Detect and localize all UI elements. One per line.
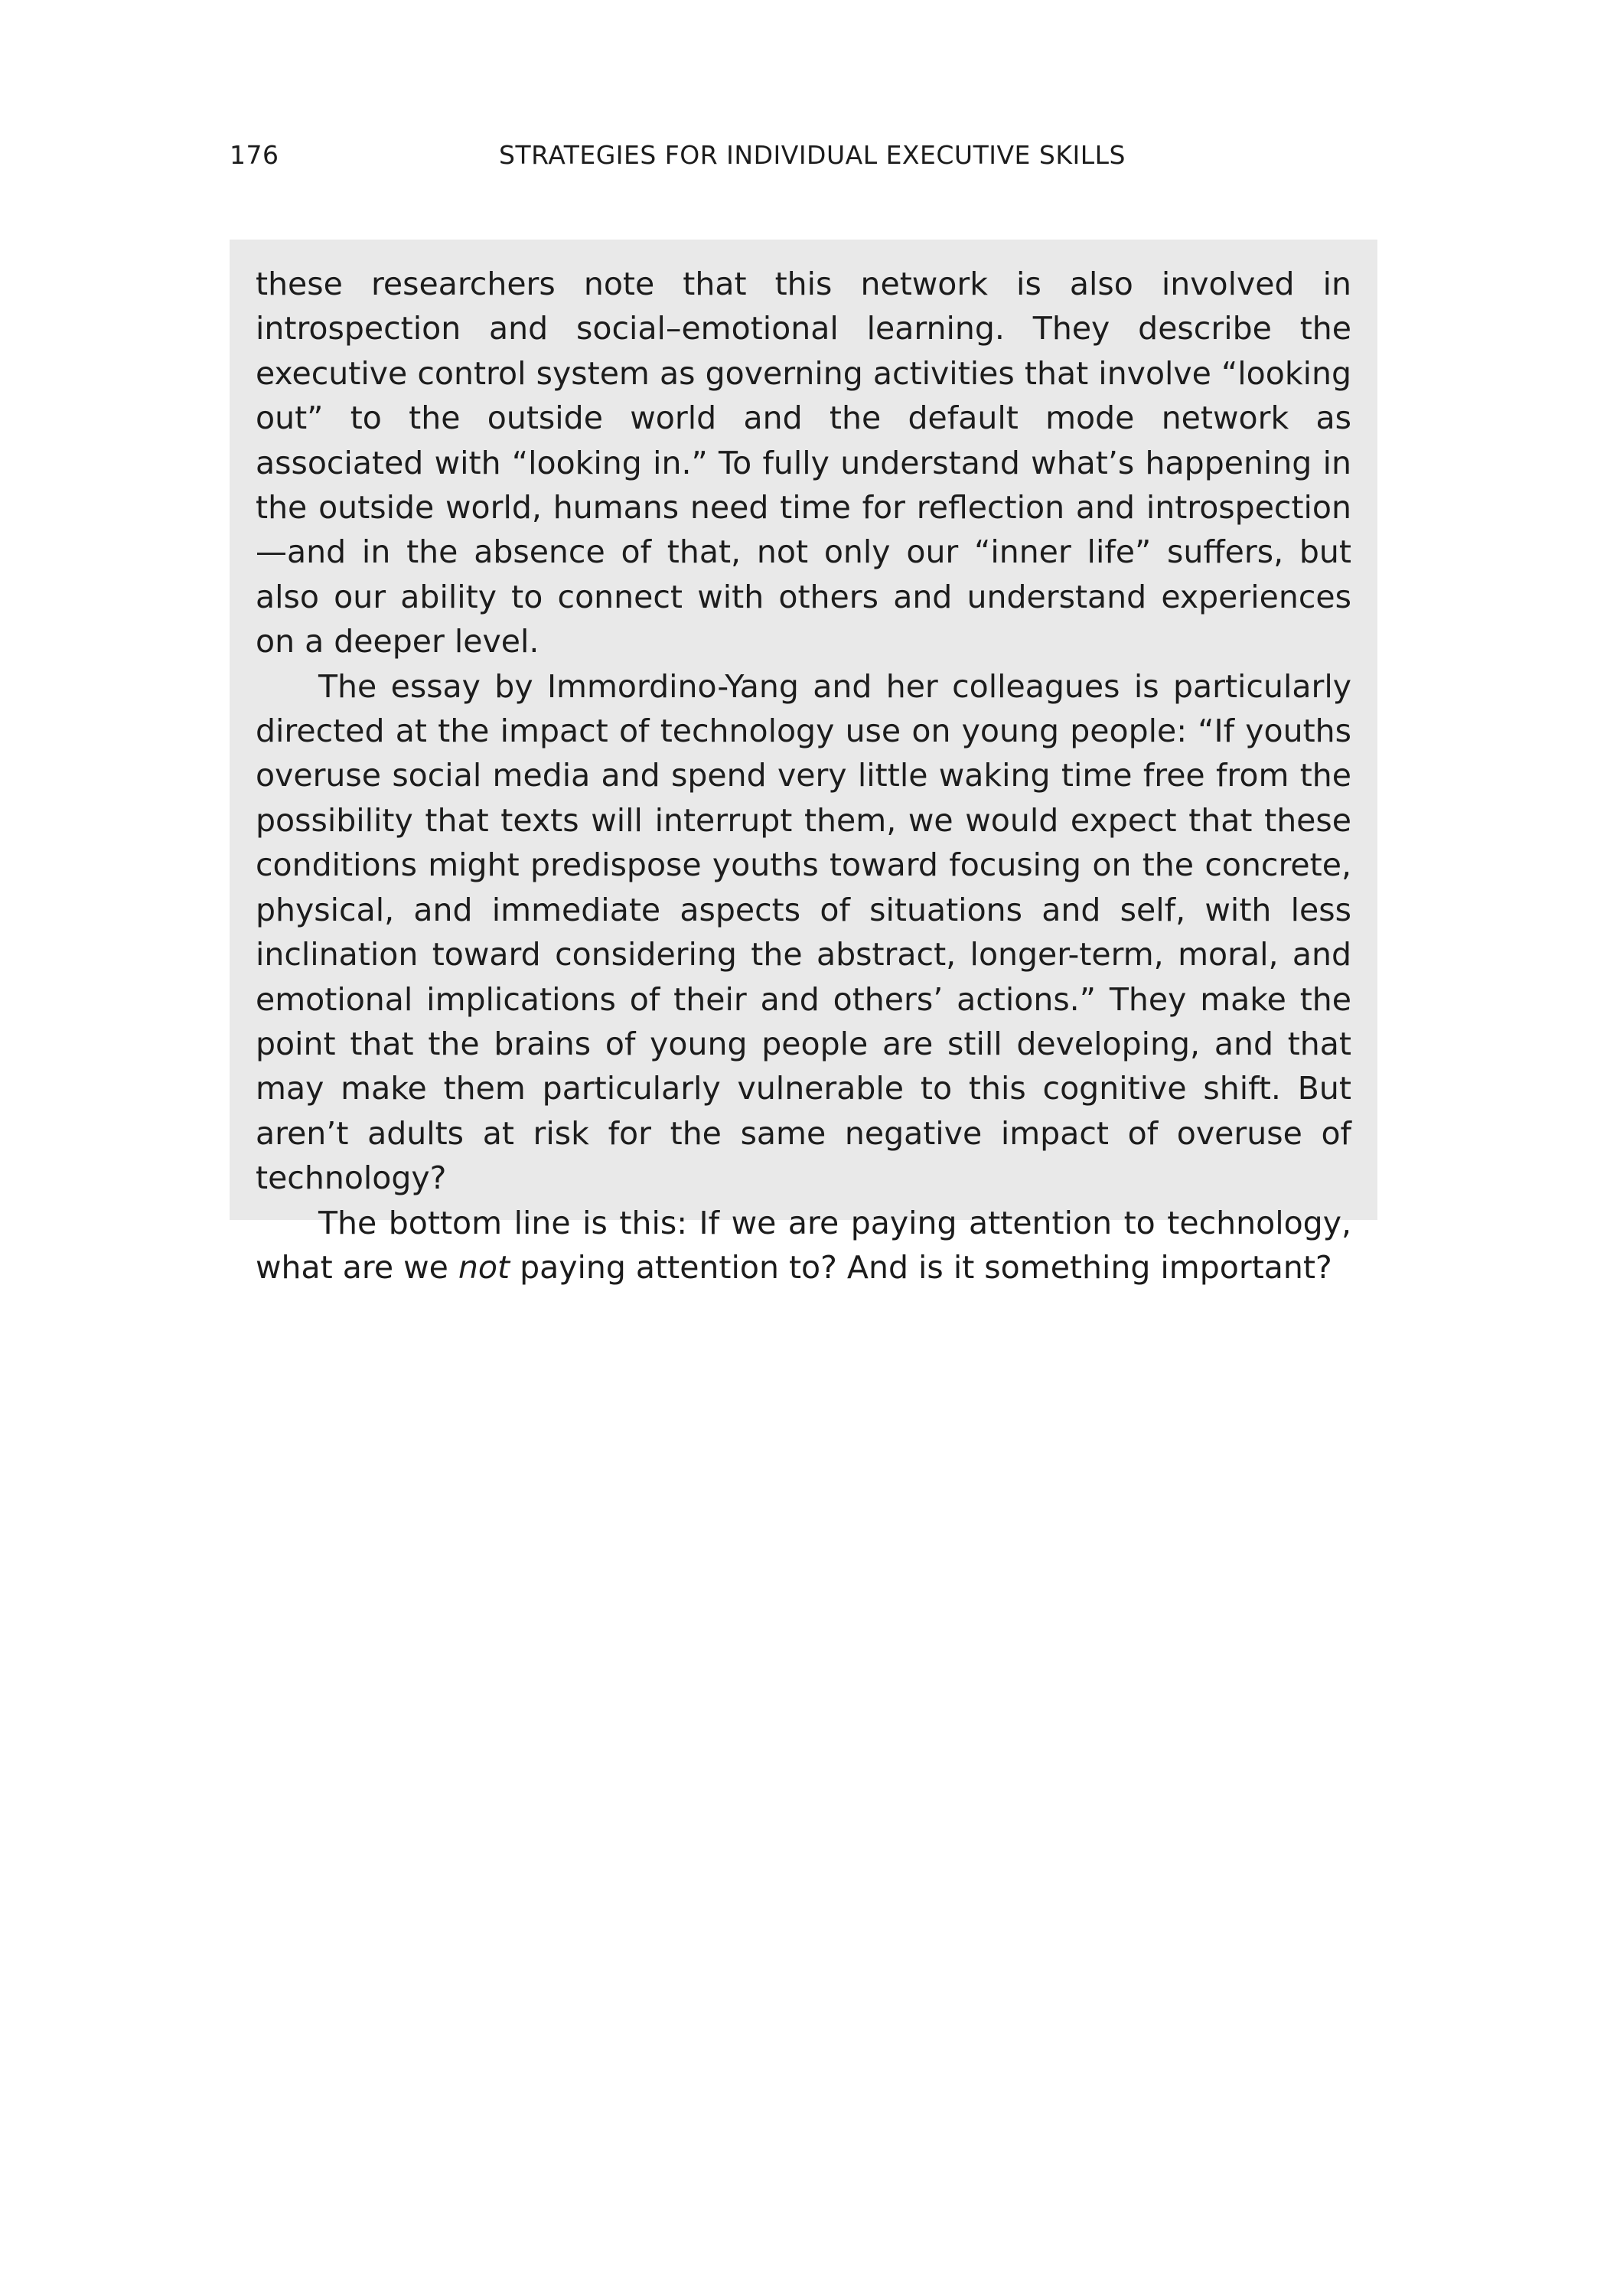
box-paragraph-1: these researchers note that this network is also involved in introspection and social–emotional learning. They describe the executive control system as governing activities that involve “looking out” to the outside world and the default mode network as associated with “looking in.” To fully understand what’s happening in the outside world, humans need time for reflection and introspection—and in the absence of that, not only our “inner life” suffers, but also our ability to connect with others and understand experiences on a deeper level. <box>256 266 1351 660</box>
box-paragraph-2: The essay by Immordino-Yang and her colleagues is particularly directed at the impact of technology use on young people: “If youths overuse social media and spend very little waking time free from the possibility that texts will interrupt them, we would expect that these conditions might predispose youths toward focusing on the concrete, physical, and immediate aspects of situations and self, with less inclination toward considering the abstract, longer-term, moral, and emotional implications of their and others’ actions.” They make the point that the brains of young people are still developing, and that may make them particularly vulnerable to this cognitive shift. But aren’t adults at risk for the same negative impact of overuse of technology? <box>256 667 1351 1197</box>
box-paragraph-3 <box>256 1201 1351 1290</box>
running-head <box>230 136 1377 174</box>
paragraph-3-text-start: The bottom line is this: If we are paying attention to technology, what are we <box>256 1204 1351 1286</box>
shaded-text-box <box>230 240 1377 1286</box>
emphasized-word: not <box>458 1248 510 1286</box>
running-title: STRATEGIES FOR INDIVIDUAL EXECUTIVE SKILLS <box>499 140 1126 170</box>
paragraph-3-text-end: paying attention to? And is it something important? <box>510 1248 1332 1286</box>
page-number: 176 <box>230 140 279 170</box>
